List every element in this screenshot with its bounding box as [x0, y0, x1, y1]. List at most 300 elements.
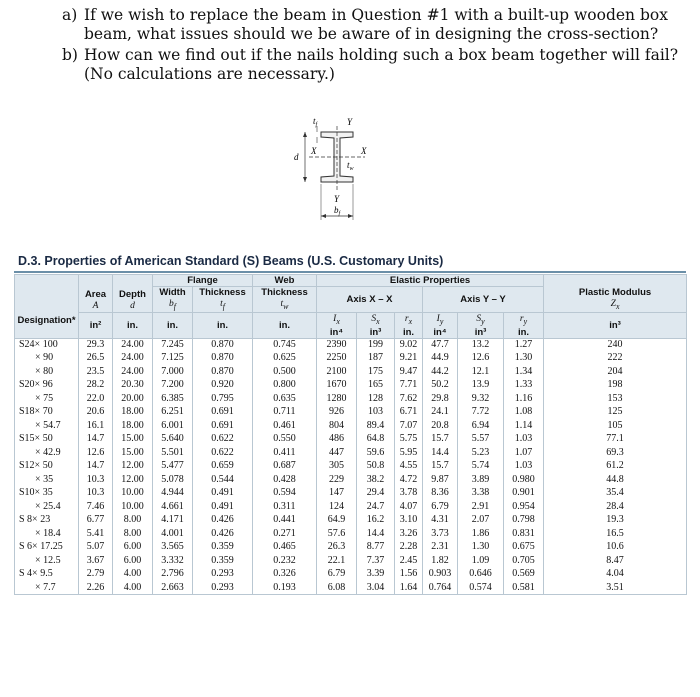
value-cell: 10.00 [113, 500, 153, 514]
value-cell: 5.477 [153, 460, 193, 474]
designation-header: Designation* [15, 275, 79, 339]
ry-header: $r_y$ in. [504, 312, 544, 338]
value-cell: 0.426 [193, 527, 253, 541]
value-cell: 4.171 [153, 514, 193, 528]
value-cell: 0.411 [253, 446, 317, 460]
value-cell: 29.4 [357, 487, 395, 501]
value-cell: 35.4 [544, 487, 687, 501]
value-cell: 44.2 [423, 365, 458, 379]
value-cell: 7.72 [458, 406, 504, 420]
value-cell: 9.21 [395, 352, 423, 366]
value-cell: 13.2 [458, 338, 504, 352]
value-cell: 147 [317, 487, 357, 501]
value-cell: 175 [357, 365, 395, 379]
unit-tw: in. [253, 312, 317, 338]
value-cell: 4.00 [113, 581, 153, 595]
value-cell: 0.831 [504, 527, 544, 541]
question-label: a) [62, 6, 78, 24]
flange-width-header: Width $b_f$ [153, 287, 193, 313]
value-cell: 3.10 [395, 514, 423, 528]
value-cell: 2.28 [395, 541, 423, 555]
value-cell: 0.193 [253, 581, 317, 595]
value-cell: 14.4 [357, 527, 395, 541]
value-cell: 9.02 [395, 338, 423, 352]
value-cell: 24.00 [113, 352, 153, 366]
value-cell: 5.07 [79, 541, 113, 555]
value-cell: 9.87 [423, 473, 458, 487]
value-cell: 59.6 [357, 446, 395, 460]
value-cell: 198 [544, 379, 687, 393]
value-cell: 24.00 [113, 365, 153, 379]
value-cell: 20.8 [423, 419, 458, 433]
web-thickness-header: Thickness $t_w$ [253, 287, 317, 313]
table-row [15, 568, 687, 582]
value-cell: 1.86 [458, 527, 504, 541]
s-beam-cross-section-figure [283, 118, 423, 226]
value-cell: 2.07 [458, 514, 504, 528]
rx-header: $r_x$ in. [395, 312, 423, 338]
value-cell: 229 [317, 473, 357, 487]
value-cell: 15.7 [423, 460, 458, 474]
table-row [15, 352, 687, 366]
value-cell: 0.293 [193, 568, 253, 582]
table-row [15, 514, 687, 528]
designation-cell: × 35 [15, 473, 79, 487]
value-cell: 1.03 [504, 460, 544, 474]
area-header: Area A [79, 275, 113, 313]
question-b [62, 46, 692, 84]
designation-cell: S18× 70 [15, 406, 79, 420]
value-cell: 1.64 [395, 581, 423, 595]
value-cell: 44.8 [544, 473, 687, 487]
table-row [15, 487, 687, 501]
value-cell: 0.920 [193, 379, 253, 393]
value-cell: 0.293 [193, 581, 253, 595]
value-cell: 6.00 [113, 541, 153, 555]
value-cell: 2.31 [423, 541, 458, 555]
value-cell: 29.3 [79, 338, 113, 352]
y-bottom-label: Y [334, 194, 340, 204]
value-cell: 7.07 [395, 419, 423, 433]
x-left-label: X [311, 146, 317, 156]
designation-cell: S 6× 17.25 [15, 541, 79, 555]
designation-cell: S10× 35 [15, 487, 79, 501]
value-cell: 2.663 [153, 581, 193, 595]
value-cell: 0.428 [253, 473, 317, 487]
value-cell: 3.78 [395, 487, 423, 501]
value-cell: 0.798 [504, 514, 544, 528]
value-cell: 0.594 [253, 487, 317, 501]
table-row [15, 433, 687, 447]
questions [62, 6, 692, 86]
question-text: If we wish to replace the beam in Question #1 with a built-up wooden box beam, what issues should we be aware of in designing the cross-section? [84, 6, 668, 43]
value-cell: 0.870 [193, 365, 253, 379]
value-cell: 0.311 [253, 500, 317, 514]
value-cell: 5.75 [395, 433, 423, 447]
value-cell: 6.08 [317, 581, 357, 595]
value-cell: 1.34 [504, 365, 544, 379]
value-cell: 29.8 [423, 392, 458, 406]
value-cell: 4.944 [153, 487, 193, 501]
sy-header: $S_y$ in³ [458, 312, 504, 338]
value-cell: 199 [357, 338, 395, 352]
designation-cell: S12× 50 [15, 460, 79, 474]
value-cell: 0.711 [253, 406, 317, 420]
question-label: b) [62, 46, 78, 64]
value-cell: 105 [544, 419, 687, 433]
elastic-properties-header: Elastic Properties [317, 275, 544, 287]
value-cell: 2390 [317, 338, 357, 352]
value-cell: 7.46 [79, 500, 113, 514]
value-cell: 1.82 [423, 554, 458, 568]
value-cell: 3.39 [357, 568, 395, 582]
value-cell: 0.705 [504, 554, 544, 568]
value-cell: 204 [544, 365, 687, 379]
value-cell: 0.359 [193, 554, 253, 568]
designation-cell: × 18.4 [15, 527, 79, 541]
value-cell: 2.91 [458, 500, 504, 514]
question-text: How can we find out if the nails holding such a box beam together will fail? (No calculations are necessary.) [84, 46, 679, 83]
axis-y-header: Axis Y – Y [423, 287, 544, 313]
value-cell: 8.36 [423, 487, 458, 501]
value-cell: 0.491 [193, 500, 253, 514]
value-cell: 0.691 [193, 419, 253, 433]
value-cell: 1.27 [504, 338, 544, 352]
value-cell: 0.795 [193, 392, 253, 406]
value-cell: 7.125 [153, 352, 193, 366]
value-cell: 15.7 [423, 433, 458, 447]
value-cell: 7.245 [153, 338, 193, 352]
value-cell: 0.687 [253, 460, 317, 474]
value-cell: 15.00 [113, 446, 153, 460]
value-cell: 24.7 [357, 500, 395, 514]
value-cell: 4.07 [395, 500, 423, 514]
value-cell: 6.79 [317, 568, 357, 582]
x-right-label: X [361, 146, 367, 156]
value-cell: 1.07 [504, 446, 544, 460]
table-row [15, 460, 687, 474]
table-row [15, 338, 687, 352]
value-cell: 1670 [317, 379, 357, 393]
value-cell: 18.00 [113, 419, 153, 433]
value-cell: 57.6 [317, 527, 357, 541]
value-cell: 926 [317, 406, 357, 420]
table-row [15, 379, 687, 393]
value-cell: 222 [544, 352, 687, 366]
value-cell: 61.2 [544, 460, 687, 474]
table-row [15, 446, 687, 460]
value-cell: 0.980 [504, 473, 544, 487]
value-cell: 0.441 [253, 514, 317, 528]
value-cell: 3.67 [79, 554, 113, 568]
designation-cell: S15× 50 [15, 433, 79, 447]
value-cell: 6.77 [79, 514, 113, 528]
value-cell: 8.00 [113, 527, 153, 541]
value-cell: 3.332 [153, 554, 193, 568]
designation-cell: × 80 [15, 365, 79, 379]
unit-zx: in³ [544, 312, 687, 338]
value-cell: 64.8 [357, 433, 395, 447]
value-cell: 0.903 [423, 568, 458, 582]
value-cell: 22.1 [317, 554, 357, 568]
value-cell: 7.62 [395, 392, 423, 406]
designation-cell: S24× 100 [15, 338, 79, 352]
value-cell: 26.5 [79, 352, 113, 366]
value-cell: 0.465 [253, 541, 317, 555]
value-cell: 50.2 [423, 379, 458, 393]
value-cell: 0.500 [253, 365, 317, 379]
value-cell: 3.04 [357, 581, 395, 595]
value-cell: 1.16 [504, 392, 544, 406]
value-cell: 0.764 [423, 581, 458, 595]
value-cell: 305 [317, 460, 357, 474]
value-cell: 4.04 [544, 568, 687, 582]
value-cell: 128 [357, 392, 395, 406]
ix-header: $I_x$ in⁴ [317, 312, 357, 338]
value-cell: 24.1 [423, 406, 458, 420]
value-cell: 2.26 [79, 581, 113, 595]
designation-cell: S 4× 9.5 [15, 568, 79, 582]
value-cell: 8.00 [113, 514, 153, 528]
value-cell: 6.79 [423, 500, 458, 514]
tw-label: $t_w$ [347, 160, 354, 172]
table-row [15, 406, 687, 420]
value-cell: 2.79 [79, 568, 113, 582]
value-cell: 0.232 [253, 554, 317, 568]
value-cell: 1.08 [504, 406, 544, 420]
designation-cell: × 12.5 [15, 554, 79, 568]
table-title: D.3. Properties of American Standard (S) Beams (U.S. Customary Units) [18, 254, 444, 268]
value-cell: 153 [544, 392, 687, 406]
value-cell: 28.4 [544, 500, 687, 514]
table-row [15, 527, 687, 541]
value-cell: 9.32 [458, 392, 504, 406]
value-cell: 89.4 [357, 419, 395, 433]
web-header: Web [253, 275, 317, 287]
value-cell: 77.1 [544, 433, 687, 447]
value-cell: 0.646 [458, 568, 504, 582]
value-cell: 187 [357, 352, 395, 366]
value-cell: 124 [317, 500, 357, 514]
value-cell: 0.569 [504, 568, 544, 582]
depth-header: Depth d [113, 275, 153, 313]
value-cell: 16.2 [357, 514, 395, 528]
iy-header: $I_y$ in⁴ [423, 312, 458, 338]
value-cell: 804 [317, 419, 357, 433]
value-cell: 4.001 [153, 527, 193, 541]
value-cell: 8.47 [544, 554, 687, 568]
table-row [15, 541, 687, 555]
question-a [62, 6, 692, 44]
value-cell: 0.635 [253, 392, 317, 406]
value-cell: 38.2 [357, 473, 395, 487]
value-cell: 4.661 [153, 500, 193, 514]
value-cell: 22.0 [79, 392, 113, 406]
value-cell: 12.6 [458, 352, 504, 366]
value-cell: 69.3 [544, 446, 687, 460]
value-cell: 4.72 [395, 473, 423, 487]
value-cell: 1280 [317, 392, 357, 406]
value-cell: 4.00 [113, 568, 153, 582]
value-cell: 0.359 [193, 541, 253, 555]
value-cell: 10.3 [79, 487, 113, 501]
value-cell: 125 [544, 406, 687, 420]
value-cell: 12.6 [79, 446, 113, 460]
value-cell: 2.796 [153, 568, 193, 582]
value-cell: 20.6 [79, 406, 113, 420]
value-cell: 0.426 [193, 514, 253, 528]
value-cell: 0.326 [253, 568, 317, 582]
sx-header: $S_x$ in³ [357, 312, 395, 338]
value-cell: 486 [317, 433, 357, 447]
value-cell: 18.00 [113, 406, 153, 420]
value-cell: 0.581 [504, 581, 544, 595]
axis-x-header: Axis X – X [317, 287, 423, 313]
value-cell: 6.00 [113, 554, 153, 568]
value-cell: 14.7 [79, 460, 113, 474]
value-cell: 1.09 [458, 554, 504, 568]
value-cell: 9.47 [395, 365, 423, 379]
value-cell: 10.00 [113, 487, 153, 501]
y-top-label: Y [347, 118, 353, 127]
designation-cell: × 75 [15, 392, 79, 406]
value-cell: 0.800 [253, 379, 317, 393]
value-cell: 13.9 [458, 379, 504, 393]
table-row [15, 581, 687, 595]
value-cell: 0.550 [253, 433, 317, 447]
value-cell: 23.5 [79, 365, 113, 379]
value-cell: 0.574 [458, 581, 504, 595]
value-cell: 16.5 [544, 527, 687, 541]
value-cell: 4.31 [423, 514, 458, 528]
value-cell: 24.00 [113, 338, 153, 352]
value-cell: 3.38 [458, 487, 504, 501]
value-cell: 19.3 [544, 514, 687, 528]
d-label: d [294, 152, 299, 162]
value-cell: 6.001 [153, 419, 193, 433]
value-cell: 4.55 [395, 460, 423, 474]
value-cell: 47.7 [423, 338, 458, 352]
value-cell: 2250 [317, 352, 357, 366]
value-cell: 3.51 [544, 581, 687, 595]
tf-label: $t_f$ [313, 118, 318, 128]
value-cell: 14.7 [79, 433, 113, 447]
value-cell: 0.675 [504, 541, 544, 555]
value-cell: 0.461 [253, 419, 317, 433]
plastic-modulus-header: Plastic Modulus $Z_x$ [544, 275, 687, 313]
table-row [15, 554, 687, 568]
table-row [15, 419, 687, 433]
title-rule [14, 271, 686, 273]
value-cell: 2.45 [395, 554, 423, 568]
value-cell: 5.57 [458, 433, 504, 447]
value-cell: 3.565 [153, 541, 193, 555]
value-cell: 50.8 [357, 460, 395, 474]
unit-width: in. [153, 312, 193, 338]
value-cell: 5.41 [79, 527, 113, 541]
designation-cell: × 54.7 [15, 419, 79, 433]
value-cell: 6.71 [395, 406, 423, 420]
value-cell: 7.71 [395, 379, 423, 393]
value-cell: 3.26 [395, 527, 423, 541]
value-cell: 14.4 [423, 446, 458, 460]
value-cell: 5.23 [458, 446, 504, 460]
value-cell: 0.659 [193, 460, 253, 474]
value-cell: 6.385 [153, 392, 193, 406]
value-cell: 6.94 [458, 419, 504, 433]
value-cell: 10.3 [79, 473, 113, 487]
designation-cell: × 7.7 [15, 581, 79, 595]
value-cell: 165 [357, 379, 395, 393]
value-cell: 5.74 [458, 460, 504, 474]
value-cell: 12.00 [113, 460, 153, 474]
table-row [15, 365, 687, 379]
value-cell: 0.954 [504, 500, 544, 514]
value-cell: 5.078 [153, 473, 193, 487]
value-cell: 0.901 [504, 487, 544, 501]
value-cell: 447 [317, 446, 357, 460]
value-cell: 7.37 [357, 554, 395, 568]
value-cell: 1.30 [458, 541, 504, 555]
value-cell: 0.622 [193, 433, 253, 447]
value-cell: 5.501 [153, 446, 193, 460]
value-cell: 7.200 [153, 379, 193, 393]
value-cell: 1.56 [395, 568, 423, 582]
value-cell: 1.03 [504, 433, 544, 447]
designation-cell: S 8× 23 [15, 514, 79, 528]
unit-depth: in. [113, 312, 153, 338]
table-row [15, 500, 687, 514]
value-cell: 5.95 [395, 446, 423, 460]
designation-cell: × 25.4 [15, 500, 79, 514]
value-cell: 44.9 [423, 352, 458, 366]
value-cell: 0.745 [253, 338, 317, 352]
value-cell: 12.1 [458, 365, 504, 379]
table-row [15, 392, 687, 406]
unit-tf: in. [193, 312, 253, 338]
value-cell: 240 [544, 338, 687, 352]
unit-area: in² [79, 312, 113, 338]
table-row [15, 473, 687, 487]
value-cell: 8.77 [357, 541, 395, 555]
value-cell: 0.271 [253, 527, 317, 541]
value-cell: 3.89 [458, 473, 504, 487]
value-cell: 0.870 [193, 352, 253, 366]
designation-cell: × 42.9 [15, 446, 79, 460]
value-cell: 26.3 [317, 541, 357, 555]
value-cell: 103 [357, 406, 395, 420]
value-cell: 16.1 [79, 419, 113, 433]
value-cell: 1.30 [504, 352, 544, 366]
value-cell: 28.2 [79, 379, 113, 393]
designation-cell: S20× 96 [15, 379, 79, 393]
value-cell: 1.14 [504, 419, 544, 433]
flange-header: Flange [153, 275, 253, 287]
value-cell: 20.00 [113, 392, 153, 406]
value-cell: 15.00 [113, 433, 153, 447]
value-cell: 5.640 [153, 433, 193, 447]
s-beam-properties-table [14, 274, 687, 595]
bf-label: $b_f$ [334, 205, 341, 217]
value-cell: 7.000 [153, 365, 193, 379]
value-cell: 0.491 [193, 487, 253, 501]
designation-cell: × 90 [15, 352, 79, 366]
value-cell: 0.544 [193, 473, 253, 487]
value-cell: 64.9 [317, 514, 357, 528]
value-cell: 0.691 [193, 406, 253, 420]
value-cell: 0.870 [193, 338, 253, 352]
value-cell: 6.251 [153, 406, 193, 420]
